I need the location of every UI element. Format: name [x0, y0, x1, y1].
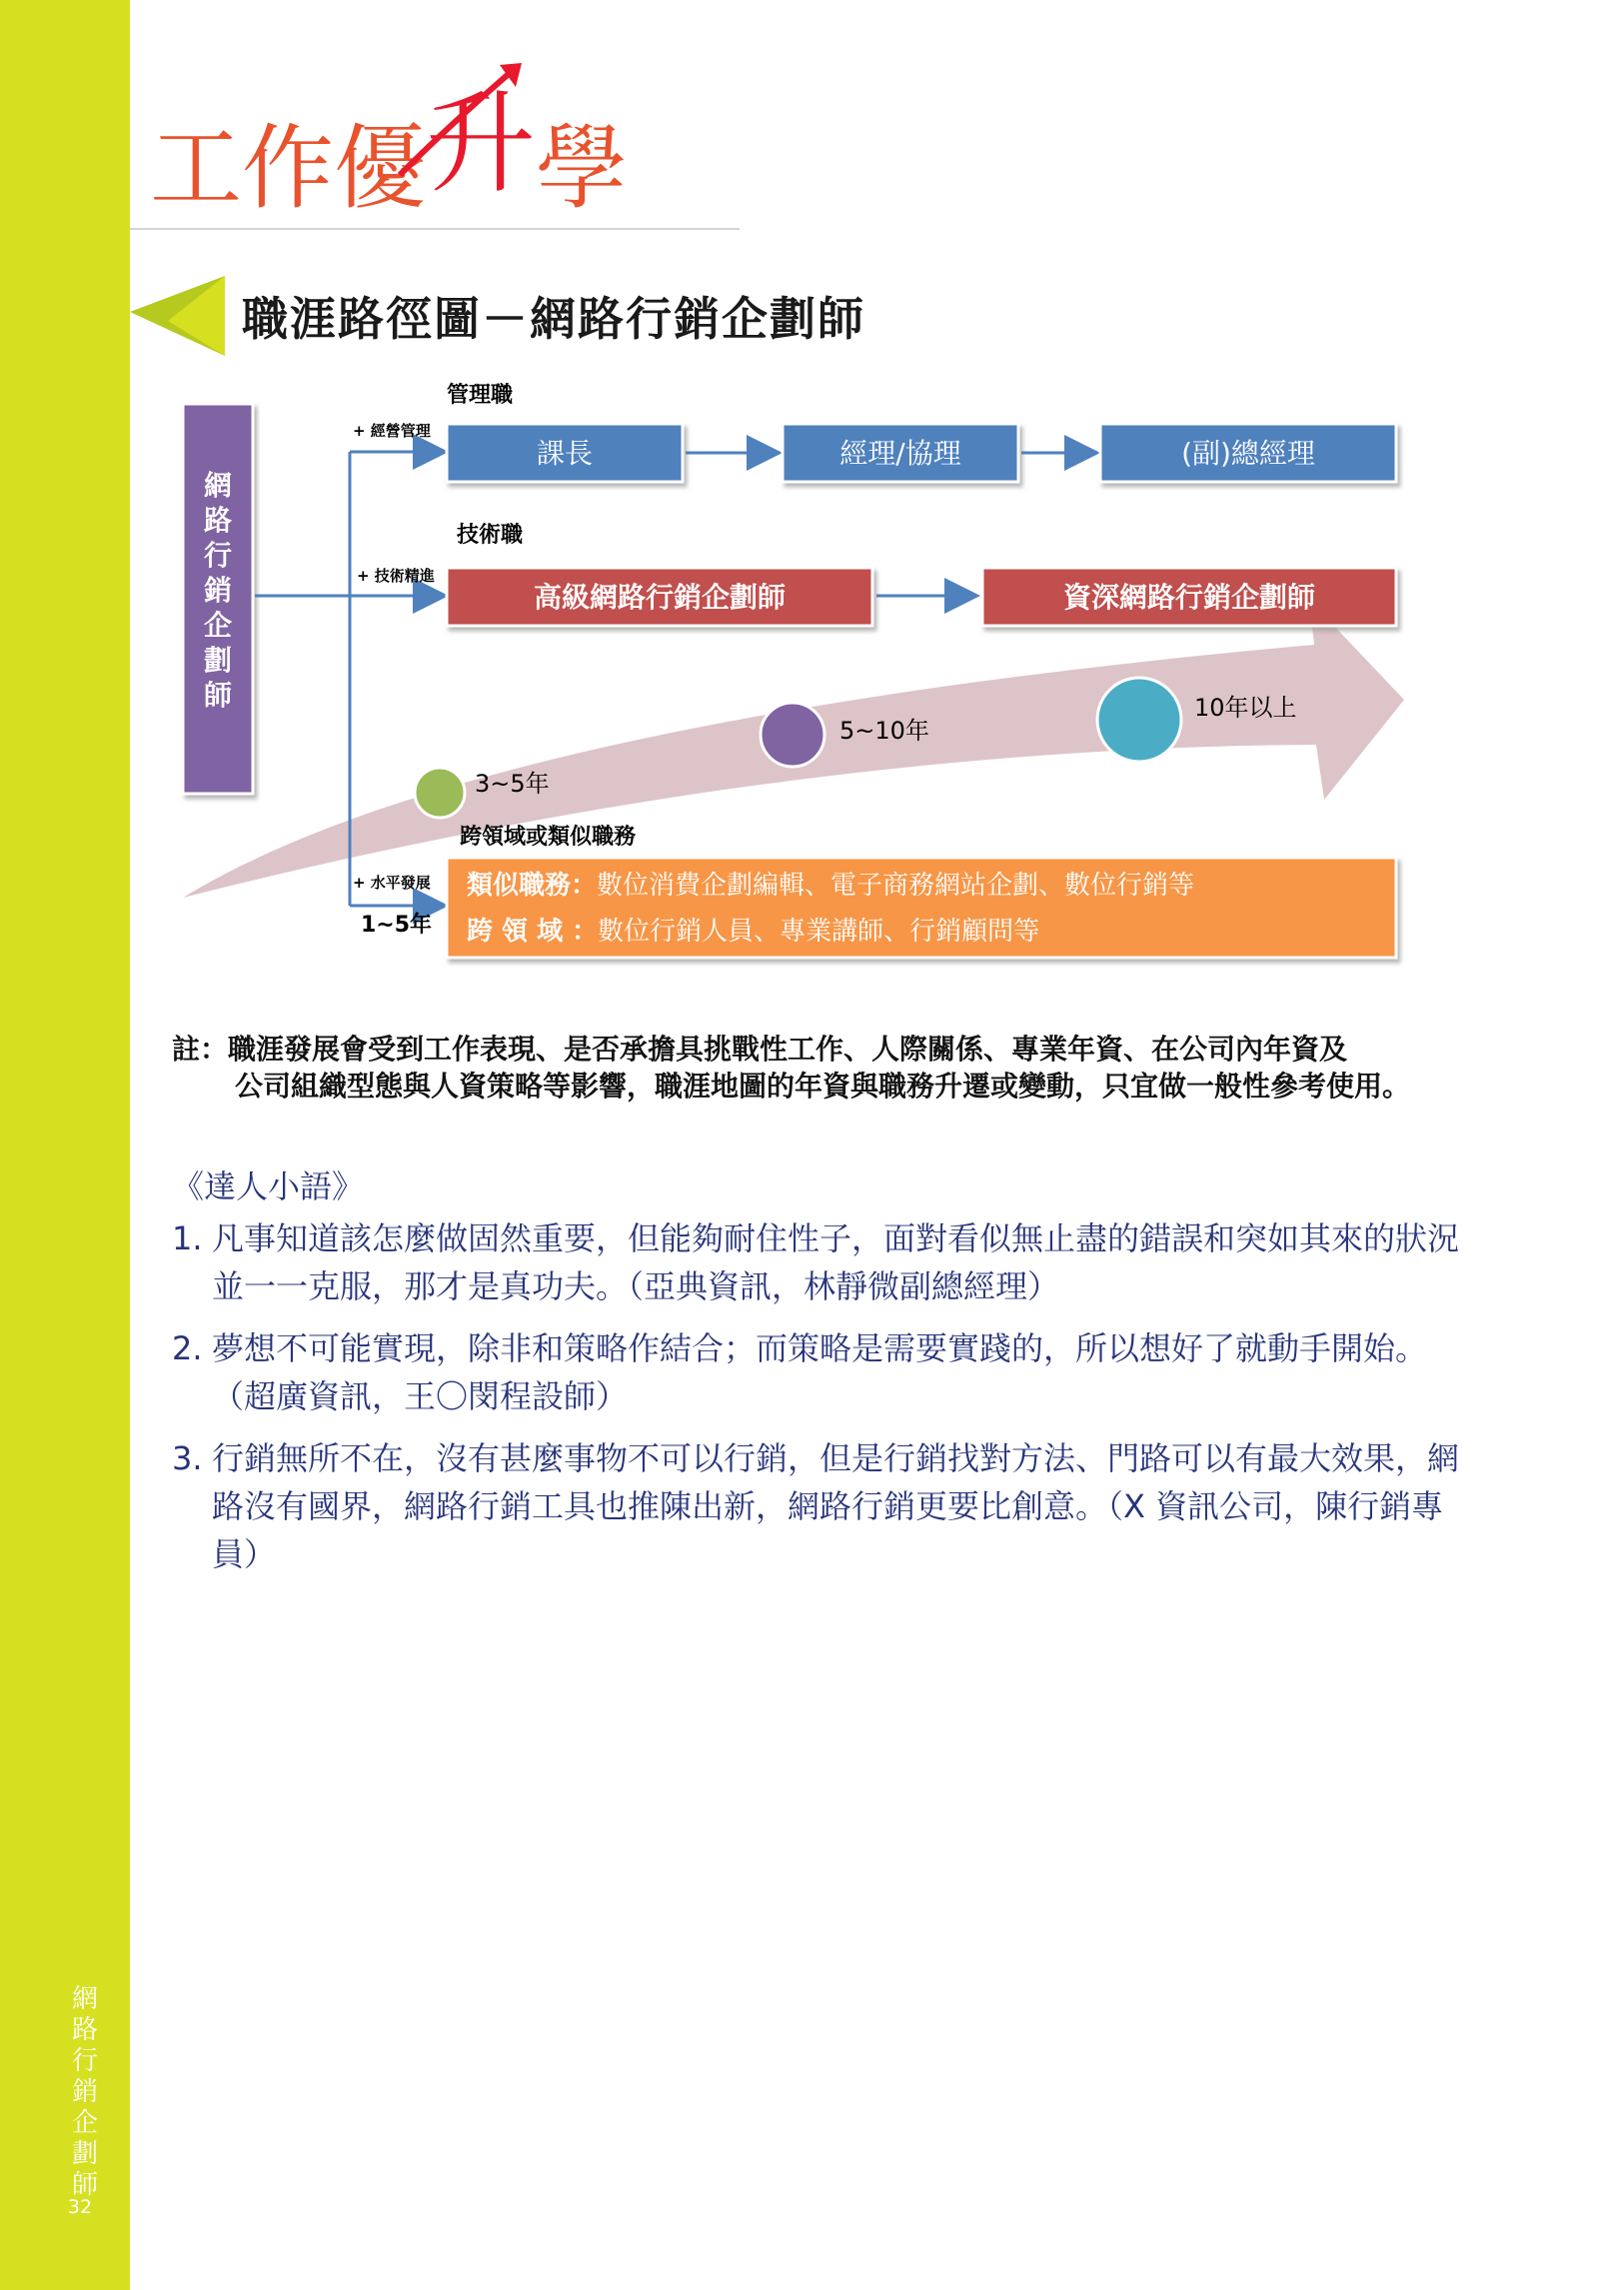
tip-number: 2. — [172, 1329, 203, 1367]
technical-step-1: 高級網路行銷企劃師 — [533, 581, 787, 614]
cross-years: 1~5年 — [361, 913, 433, 938]
tip-text: 夢想不可能實現，除非和策略作結合；而策略是需要實踐的，所以想好了就動手開始。（超廣資訊，王〇閔程設師） — [212, 1329, 1428, 1415]
timeline-dot-1 — [415, 768, 465, 818]
branch-label-management: + 經營管理 — [353, 422, 431, 440]
logo-text-left: 工作優 — [150, 118, 427, 220]
timeline-label-1: 3~5年 — [475, 770, 550, 798]
tip-text: 凡事知道該怎麼做固然重要，但能夠耐住性子，面對看似無止盡的錯誤和突如其來的狀況並一一克服，那才是真功夫。（亞典資訊，林靜微副總經理） — [212, 1219, 1460, 1305]
start-char-5: 企 — [203, 609, 233, 642]
branch-label-cross: + 水平發展 — [353, 874, 431, 892]
logo-text-accent: 升 — [426, 83, 537, 206]
title-triangle-icon — [130, 276, 225, 356]
note-line-1: 註：職涯發展會受到工作表現、是否承擔具挑戰性工作、人際關係、專業年資、在公司內年資及 — [172, 1033, 1348, 1066]
logo — [150, 55, 629, 230]
cross-line-1 — [467, 871, 1194, 901]
list-item — [172, 1434, 1471, 1578]
start-char-4: 銷 — [203, 574, 233, 607]
expert-tips-section — [172, 1162, 1471, 1592]
start-char-1: 網 — [203, 469, 233, 502]
note-section — [172, 1031, 1491, 1105]
cross-line-2 — [467, 916, 1039, 947]
page-title: 職涯路徑圖－網路行銷企劃師 — [242, 292, 865, 346]
svg-text:工作優升學 — [150, 83, 628, 220]
expert-tips-heading: 《達人小語》 — [172, 1167, 365, 1205]
cross-heading: 跨領域或類似職務 — [460, 825, 637, 850]
timeline-dot-2 — [761, 703, 824, 767]
management-heading: 管理職 — [447, 383, 514, 408]
note-line-2: 公司組織型態與人資策略等影響，職涯地圖的年資與職務升遷或變動，只宜做一般性參考使用。 — [235, 1070, 1411, 1103]
logo-text-right: 學 — [536, 118, 629, 220]
management-step-3: (副)總經理 — [1181, 437, 1315, 470]
start-char-3: 行 — [203, 539, 233, 572]
cross-line-2-value: 數位行銷人員、專業講師、行銷顧問等 — [598, 917, 1040, 947]
start-role-label — [204, 469, 232, 712]
tip-text: 行銷無所不在，沒有甚麼事物不可以行銷，但是行銷找對方法、門路可以有最大效果，網路沒有國界，網路行銷工具也推陳出新，網路行銷更要比創意。（X 資訊公司，陳行銷專員） — [212, 1439, 1460, 1573]
header-rule — [130, 228, 740, 230]
list-item — [172, 1214, 1471, 1310]
cross-line-1-value: 數位消費企劃編輯、電子商務網站企劃、數位行銷等 — [597, 871, 1195, 901]
start-char-6: 劃 — [203, 644, 233, 677]
list-item — [172, 1324, 1471, 1420]
start-char-7: 師 — [203, 679, 233, 712]
timeline-dot-3 — [1097, 678, 1181, 762]
timeline-label-2: 5~10年 — [839, 717, 929, 745]
branch-label-technical: + 技術精進 — [357, 567, 435, 585]
page-number: 32 — [67, 2196, 93, 2218]
technical-heading: 技術職 — [457, 523, 524, 548]
cross-line-2-label: 跨 領 域 ： — [467, 917, 599, 947]
timeline-label-3: 10年以上 — [1194, 694, 1297, 722]
start-char-2: 路 — [203, 504, 233, 537]
tip-number: 1. — [172, 1219, 203, 1257]
tip-number: 3. — [172, 1439, 203, 1477]
sidebar-vertical-title: 網路行銷企劃師 — [71, 1984, 98, 2200]
management-step-2: 經理/協理 — [839, 437, 961, 470]
cross-line-1-label: 類似職務： — [467, 871, 598, 901]
technical-step-2: 資深網路行銷企劃師 — [1062, 581, 1316, 614]
career-path-diagram — [175, 380, 1434, 980]
sidebar — [0, 0, 130, 2290]
management-step-1: 課長 — [536, 437, 594, 470]
